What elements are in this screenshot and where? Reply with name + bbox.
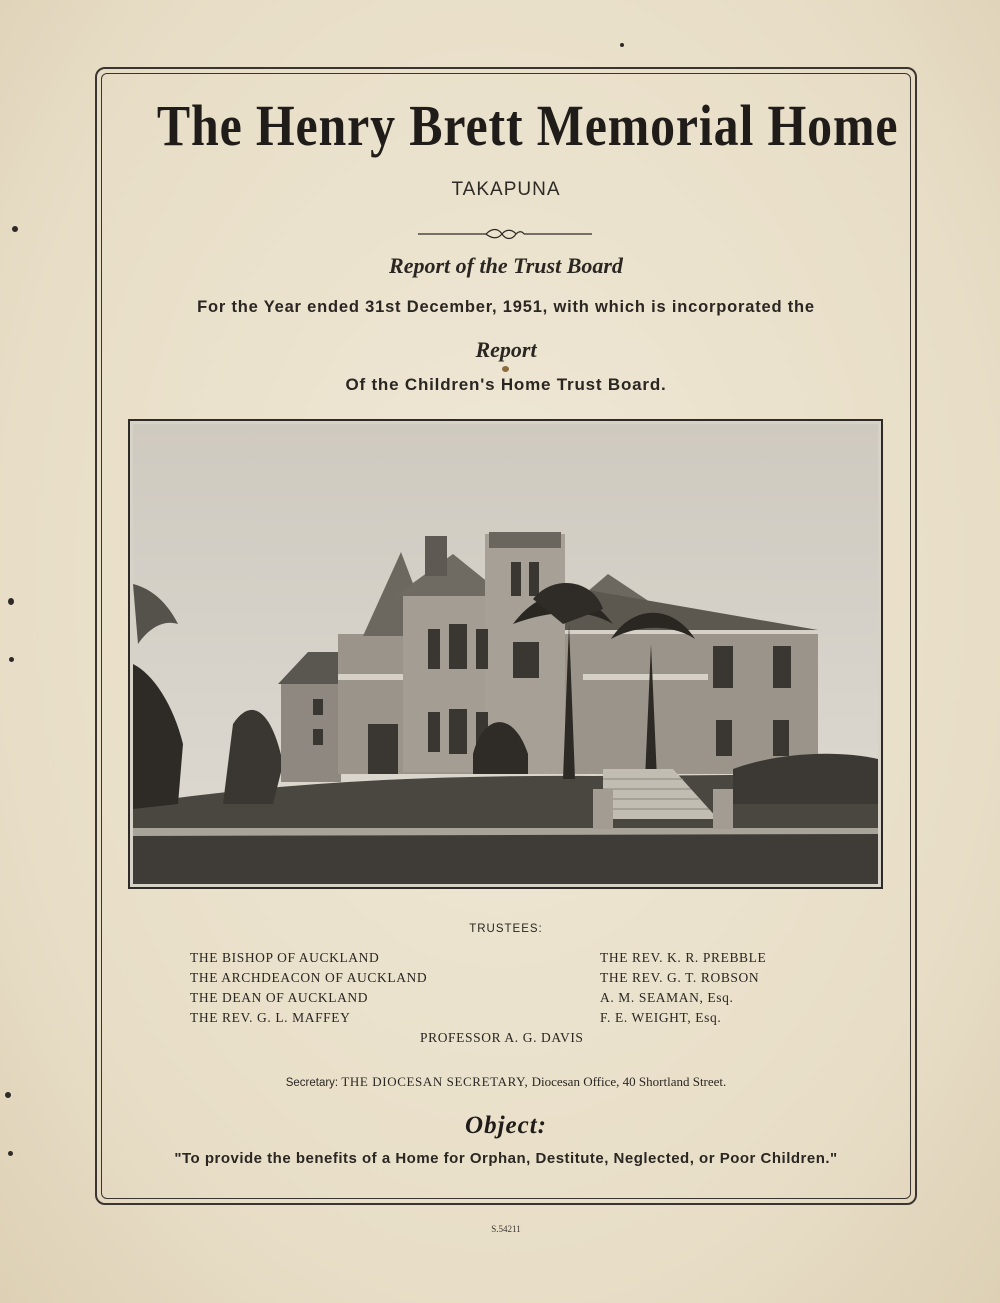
- trustee-left-3: THE DEAN OF AUCKLAND: [190, 990, 369, 1005]
- trustee-left-2: THE ARCHDEACON OF AUCKLAND: [190, 970, 428, 985]
- secretary-label: Secretary:: [285, 1077, 339, 1089]
- house-illustration: [133, 424, 878, 884]
- ink-spot: [620, 43, 624, 47]
- trustee-right-3: A. M. SEAMAN, Esq.: [600, 990, 734, 1005]
- print-code: S.54211: [491, 1224, 521, 1234]
- trustee-left-4: THE REV. G. L. MAFFEY: [190, 1010, 351, 1025]
- object-text: "To provide the benefits of a Home for Orphan, Destitute, Neglected, or Poor Children.": [174, 1150, 838, 1167]
- year-line: For the Year ended 31st December, 1951, with which is incorporated the: [197, 298, 815, 316]
- ornament-divider: [418, 226, 592, 242]
- secretary-address: Diocesan Office, 40 Shortland Street.: [531, 1074, 727, 1089]
- punch-mark: [12, 226, 18, 232]
- punch-mark: [8, 1151, 13, 1156]
- punch-mark: [5, 1092, 11, 1098]
- childrens-home-line: Of the Children's Home Trust Board.: [345, 375, 667, 394]
- trustee-left-1: THE BISHOP OF AUCKLAND: [190, 950, 380, 965]
- secretary-line: [100, 1074, 912, 1090]
- page-title: The Henry Brett Memorial Home: [156, 93, 899, 158]
- trustee-right-2: THE REV. G. T. ROBSON: [600, 970, 760, 985]
- trustee-right-4: F. E. WEIGHT, Esq.: [600, 1010, 722, 1025]
- trustee-center: PROFESSOR A. G. DAVIS: [420, 1030, 584, 1045]
- trustee-right-1: THE REV. K. R. PREBBLE: [600, 950, 767, 965]
- trustees-label: TRUSTEES:: [469, 923, 543, 935]
- report-heading-2: Report: [475, 337, 537, 362]
- secretary-name: THE DIOCESAN SECRETARY,: [341, 1074, 529, 1089]
- report-heading: Report of the Trust Board: [389, 253, 623, 278]
- building-photograph: [128, 419, 883, 889]
- punch-mark: [9, 657, 14, 662]
- punch-mark: [8, 598, 14, 605]
- subtitle: TAKAPUNA: [451, 179, 561, 200]
- object-heading: Object:: [465, 1112, 547, 1139]
